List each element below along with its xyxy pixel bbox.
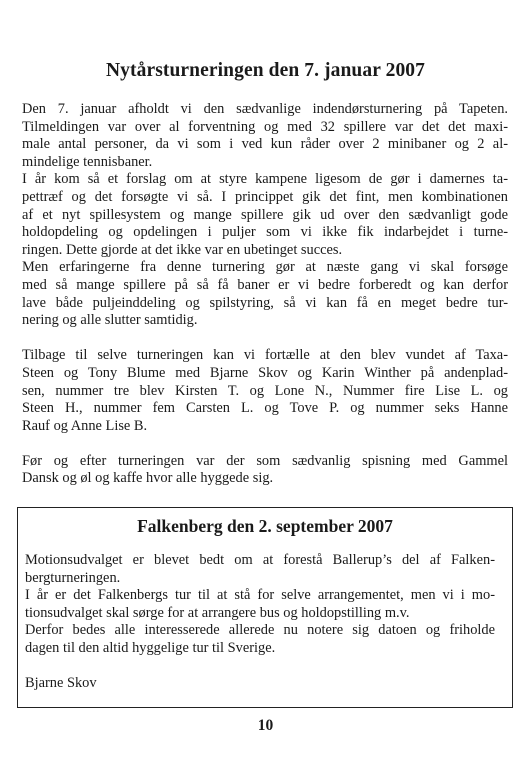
text-line: Tilmeldingen var over al forventning og med 32 spillere var det det maxi- bbox=[22, 118, 508, 135]
text-line: af et nyt spillesystem og mange spillere gik ud over den sædvanligt gode bbox=[22, 206, 508, 223]
text-line: Den 7. januar afholdt vi den sædvanlige indendørsturnering på Tapeten. bbox=[22, 101, 508, 117]
text-line: holdopdeling og opdelingen i puljer som vi ikke fik indarbejdet i turne- bbox=[22, 224, 508, 241]
text-line: dagen til den altid hyggelige tur til Sverige. bbox=[25, 639, 276, 656]
article-paragraph bbox=[22, 453, 508, 488]
text-line: Men erfaringerne fra denne turnering gør at næste gang vi skal forsøge bbox=[22, 259, 508, 276]
article-paragraph bbox=[22, 347, 508, 435]
text-line: mindelige tennisbaner. bbox=[22, 153, 153, 170]
author-name: Bjarne Skov bbox=[25, 675, 97, 692]
page-number: 10 bbox=[257, 717, 274, 734]
boxed-article-title: Falkenberg den 2. september 2007 bbox=[137, 516, 393, 536]
text-line: nering og alle slutter samtidig. bbox=[22, 312, 198, 329]
text-line: ringen. Dette gjorde at det ikke var en ubetinget succes. bbox=[22, 241, 343, 258]
text-line: bergturneringen. bbox=[25, 569, 121, 586]
text-line: Rauf og Anne Lise B. bbox=[22, 417, 148, 434]
text-line: I år kom så et forslag om at styre kampene ligesom de gør i damernes ta- bbox=[22, 171, 508, 188]
text-line: Derfor bedes alle interesserede allerede nu notere sig datoen og friholde bbox=[25, 622, 495, 639]
text-line: Tilbage til selve turneringen kan vi fortælle at den blev vundet af Taxa- bbox=[22, 347, 508, 364]
article-paragraph bbox=[25, 552, 495, 658]
text-line: lave både puljeinddeling og spilstyring, så vi kan få en meget bedre tur- bbox=[22, 294, 508, 311]
boxed-article-body bbox=[25, 552, 495, 693]
boxed-article bbox=[17, 507, 513, 708]
text-line: sen, nummer tre blev Kirsten T. og Lone N., Nummer fire Lise L. og bbox=[22, 382, 508, 399]
text-line: male antal personer, da vi som i ved kun råder over 2 minibaner og 2 al- bbox=[22, 136, 508, 153]
text-line: med så mange spillere på så få baner er vi bedre forberedt og kan derfor bbox=[22, 276, 508, 293]
text-line: Motionsudvalget er blevet bedt om at forestå Ballerup’s del af Falken- bbox=[25, 552, 495, 568]
text-line: pettræf og det forsøgte vi så. I princippet gik det fint, men kombinationen bbox=[22, 188, 508, 205]
text-line: Dansk og øl og kaffe hvor alle hyggede sig. bbox=[22, 470, 274, 487]
article-paragraph bbox=[22, 101, 508, 330]
text-line: tionsudvalget skal sørge for at arrangere bus og holdopstilling m.v. bbox=[25, 604, 410, 621]
text-line: Før og efter turneringen var der som sædvanlig spisning med Gammel bbox=[22, 452, 508, 469]
article-body bbox=[22, 101, 508, 488]
text-line: I år er det Falkenbergs tur til at stå for selve arrangementet, men vi i mo- bbox=[25, 587, 495, 604]
signature bbox=[25, 675, 495, 693]
text-line: Steen H., nummer fem Carsten L. og Tove P. og nummer seks Hanne bbox=[22, 400, 508, 417]
article-title: Nytårsturneringen den 7. januar 2007 bbox=[105, 60, 426, 81]
text-line: Steen og Tony Blume med Bjarne Skov og Karin Winther på andenplad- bbox=[22, 364, 508, 381]
